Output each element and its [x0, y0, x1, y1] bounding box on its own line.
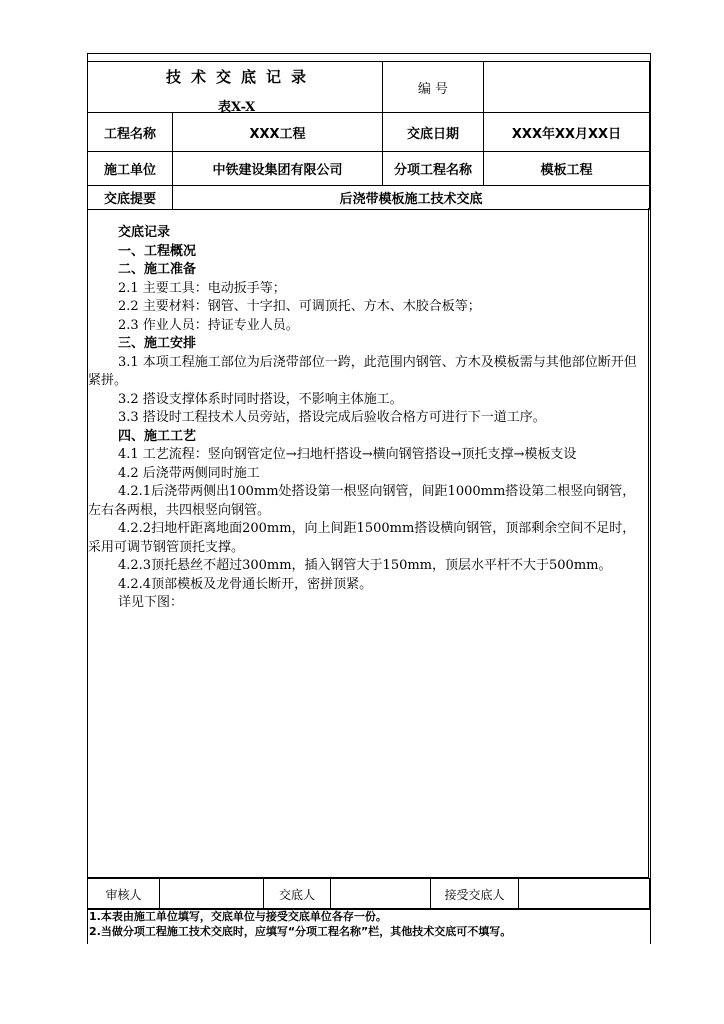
receiver-field[interactable]: [519, 879, 650, 910]
item-4-2-2: 4.2.2扫地杆距离地面200mm，向上间距1500mm搭设横向钢管，顶部剩余空间不足时，采用可调节钢管顶托支撑。: [88, 521, 636, 555]
item-2-3: 2.3 作业人员：持证专业人员。: [118, 317, 299, 333]
record-body: [87, 208, 649, 878]
date-label: 交底日期: [383, 113, 484, 152]
header-table: [87, 61, 650, 210]
item-4-1: 4.1 工艺流程：竖向钢管定位→扫地杆搭设→横向钢管搭设→顶托支撑→模板支设: [118, 447, 577, 462]
number-field[interactable]: [484, 62, 650, 113]
section-4-heading: 四、施工工艺: [118, 428, 197, 444]
item-4-2-4: 4.2.4顶部模板及龙骨通长断开，密拼顶紧。: [118, 576, 373, 592]
item-4-2-1: 4.2.1后浇带两侧出100mm处搭设第一根竖向钢管，间距1000mm搭设第二根竖向钢管，左右各两根，共四根竖向钢管。: [88, 484, 636, 518]
discloser-label: 交底人: [264, 879, 331, 910]
sub-project-field[interactable]: 模板工程: [484, 152, 650, 186]
note-2: 2.当做分项工程施工技术交底时，应填写“分项工程名称”栏，其他技术交底可不填写。: [89, 925, 512, 938]
unit-field[interactable]: 中铁建设集团有限公司: [173, 152, 383, 186]
unit-label: 施工单位: [88, 152, 173, 186]
item-4-2: 4.2 后浇带两侧同时施工: [118, 465, 260, 481]
record-title: 交底记录: [118, 225, 171, 240]
section-2-heading: 二、施工准备: [118, 262, 197, 277]
project-name-label: 工程名称: [88, 113, 173, 152]
project-name-field[interactable]: XXX工程: [173, 113, 383, 152]
form-notes: [87, 908, 649, 939]
item-4-2-3: 4.2.3顶托悬丝不超过300mm，插入钢管大于150mm，顶层水平杆不大于500mm。: [118, 558, 612, 573]
discloser-field[interactable]: [331, 879, 431, 910]
signature-table: [87, 878, 650, 910]
reviewer-label: 审核人: [88, 879, 160, 910]
sub-project-label: 分项工程名称: [383, 152, 484, 186]
see-below-text: 详见下图：: [118, 595, 184, 610]
note-1: 1.本表由施工单位填写，交底单位与接受交底单位各存一份。: [89, 910, 387, 923]
summary-field[interactable]: 后浇带模板施工技术交底: [173, 186, 650, 210]
date-field[interactable]: XXX年XX月XX日: [484, 113, 650, 152]
title-cell: [88, 62, 383, 113]
item-2-2: 2.2 主要材料：钢管、十字扣、可调顶托、方木、木胶合板等；: [118, 299, 481, 314]
number-label: 编 号: [383, 62, 484, 113]
item-2-1: 2.1 主要工具：电动扳手等；: [118, 280, 286, 296]
form-title: 技术交底记录: [166, 68, 317, 86]
section-1-heading: 一、工程概况: [118, 243, 197, 259]
item-3-1: 3.1 本项工程施工部位为后浇带部位一跨，此范围内钢管、方木及模板需与其他部位断开但紧拼。: [88, 354, 637, 388]
form-subtitle: 表X-X: [218, 100, 256, 115]
receiver-label: 接受交底人: [431, 879, 519, 910]
section-3-heading: 三、施工安排: [118, 336, 197, 351]
reviewer-field[interactable]: [160, 879, 264, 910]
item-3-3: 3.3 搭设时工程技术人员旁站，搭设完成后验收合格方可进行下一道工序。: [118, 410, 546, 425]
summary-label: 交底提要: [88, 186, 173, 210]
item-3-2: 3.2 搭设支撑体系时同时搭设，不影响主体施工。: [118, 391, 403, 407]
